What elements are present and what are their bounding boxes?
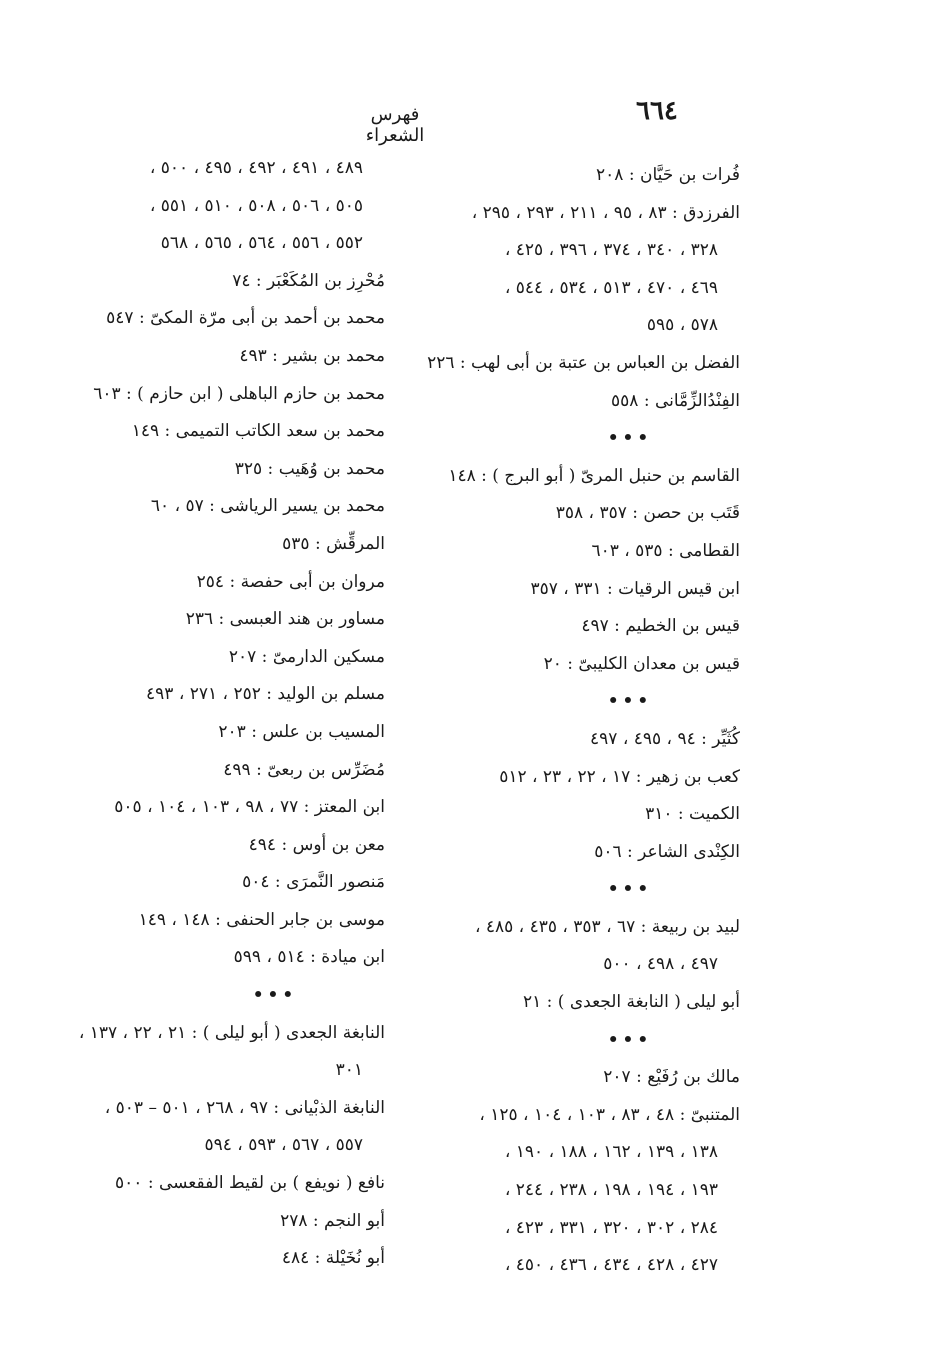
- index-entry: مُضَرِّس بن ربعىّ : ٤٩٩: [223, 759, 385, 780]
- index-entry: قيس بن الخطيم : ٤٩٧: [581, 616, 740, 637]
- index-entry: مُحْرِز بن المُكَعْبَر : ٧٤: [232, 270, 385, 291]
- index-entry: معن بن أوس : ٤٩٤: [248, 834, 385, 855]
- index-entry: قَتَب بن حصن : ٣٥٧ ، ٣٥٨: [555, 503, 740, 524]
- index-entry: مساور بن هند العبسى : ٢٣٦: [185, 609, 385, 630]
- index-entry-continuation: ٤٦٩ ، ٤٧٠ ، ٥١٣ ، ٥٣٤ ، ٥٤٤ ،: [504, 277, 718, 298]
- index-entry: أبو نُخَيْلة : ٤٨٤: [281, 1248, 385, 1269]
- index-entry: مسكين الدارمىّ : ٢٠٧: [228, 646, 385, 667]
- index-entry: محمد بن حازم الباهلى ( ابن حازم ) : ٦٠٣: [93, 383, 385, 404]
- index-entry: المسيب بن علس : ٢٠٣: [218, 721, 385, 742]
- index-entry: المرقِّش : ٥٣٥: [282, 533, 385, 554]
- index-entry: النابغة الجعدى ( أبو ليلى ) : ٢١ ، ٢٢ ، ١٣٧ ،: [78, 1022, 385, 1043]
- index-entry-continuation: ٢٨٤ ، ٣٠٢ ، ٣٢٠ ، ٣٣١ ، ٤٢٣ ،: [504, 1217, 718, 1238]
- index-entry: القطامى : ٥٣٥ ، ٦٠٣: [591, 540, 740, 561]
- index-entry-continuation: ٣٢٨ ، ٣٤٠ ، ٣٧٤ ، ٣٩٦ ، ٤٢٥ ،: [504, 240, 718, 261]
- index-entry: ابن ميادة : ٥١٤ ، ٥٩٩: [233, 947, 385, 968]
- right-column: [427, 157, 740, 1285]
- index-entry: لبيد بن ربيعة : ٦٧ ، ٣٥٣ ، ٤٣٥ ، ٤٨٥ ،: [474, 916, 740, 937]
- index-entry: فُرات بن حَيَّان : ٢٠٨: [596, 165, 740, 185]
- index-entry: كُثَيِّر : ٩٤ ، ٤٩٥ ، ٤٩٧: [590, 728, 740, 749]
- index-entry: محمد بن يسير الرياشى : ٥٧ ، ٦٠: [150, 496, 385, 517]
- index-entry: الفضل بن العباس بن عتبة بن أبى لهب : ٢٢٦: [427, 352, 740, 373]
- index-entry: نافع ( نويفع ) بن لقيط الفقعسى : ٥٠٠: [115, 1173, 385, 1194]
- section-separator: •••: [252, 985, 298, 1006]
- index-entry: ابن قيس الرقيات : ٣٣١ ، ٣٥٧: [530, 578, 740, 599]
- index-entry: محمد بن وُهَيب : ٣٢٥: [234, 458, 385, 479]
- index-entry: كعب بن زهير : ١٧ ، ٢٢ ، ٢٣ ، ٥١٢: [499, 766, 740, 787]
- index-entry-continuation: ٤٩٧ ، ٤٩٨ ، ٥٠٠: [603, 954, 718, 975]
- index-entry: الكميت : ٣١٠: [645, 804, 740, 825]
- index-entry-continuation: ٤٨٩ ، ٤٩١ ، ٤٩٢ ، ٤٩٥ ، ٥٠٠ ،: [149, 158, 363, 178]
- index-entry: ابن المعتز : ٧٧ ، ٩٨ ، ١٠٣ ، ١٠٤ ، ٥٠٥: [114, 797, 385, 818]
- index-entry-continuation: ٤٢٧ ، ٤٢٨ ، ٤٣٤ ، ٤٣٦ ، ٤٥٠ ،: [504, 1255, 718, 1276]
- index-entry: محمد بن سعد الكاتب التميمى : ١٤٩: [131, 421, 385, 442]
- index-entry-continuation: ٥٥٧ ، ٥٦٧ ، ٥٩٣ ، ٥٩٤: [204, 1135, 363, 1156]
- section-separator: •••: [607, 879, 653, 900]
- index-entry-continuation: ٥٥٢ ، ٥٥٦ ، ٥٦٤ ، ٥٦٥ ، ٥٦٨: [160, 233, 363, 254]
- index-entry: موسى بن جابر الحنفى : ١٤٨ ، ١٤٩: [138, 909, 385, 930]
- index-entry-continuation: ٥٠٥ ، ٥٠٦ ، ٥٠٨ ، ٥١٠ ، ٥٥١ ،: [149, 195, 363, 216]
- index-entry-continuation: ١٣٨ ، ١٣٩ ، ١٦٢ ، ١٨٨ ، ١٩٠ ،: [504, 1142, 718, 1163]
- index-entry: القاسم بن حنبل المرىّ ( أبو البرج ) : ١٤٨: [448, 465, 740, 486]
- page-number: ٦٦٤: [636, 96, 678, 126]
- index-entry: محمد بن أحمد بن أبى مرّة المكىّ : ٥٤٧: [106, 308, 385, 329]
- page-title: فهرس الشعراء: [365, 104, 425, 146]
- section-separator: •••: [607, 428, 653, 449]
- index-entry: أبو النجم : ٢٧٨: [280, 1210, 385, 1231]
- index-entry: النابغة الذبْيانى : ٩٧ ، ٢٦٨ ، ٥٠١ – ٥٠٣ ،: [104, 1097, 385, 1118]
- index-entry: المتنبىّ : ٤٨ ، ٨٣ ، ١٠٣ ، ١٠٤ ، ١٢٥ ،: [479, 1104, 740, 1125]
- index-entry: قيس بن معدان الكليبىّ : ٢٠: [543, 653, 740, 674]
- index-entry-continuation: ١٩٣ ، ١٩٤ ، ١٩٨ ، ٢٣٨ ، ٢٤٤ ،: [504, 1180, 718, 1201]
- left-column: [78, 150, 385, 1278]
- section-separator: •••: [607, 691, 653, 712]
- index-entry: الفِنْدُالزِّمَّانى : ٥٥٨: [611, 390, 740, 411]
- index-entry: مَنصور النَّمرَى : ٥٠٤: [242, 872, 385, 893]
- index-entry: أبو ليلى ( النابغة الجعدى ) : ٢١: [523, 992, 740, 1013]
- index-entry-continuation: ٥٧٨ ، ٥٩٥: [646, 315, 718, 336]
- index-entry: محمد بن بشير : ٤٩٣: [239, 345, 385, 366]
- index-entry: مالك بن رُفَيْع : ٢٠٧: [603, 1067, 740, 1088]
- index-entry: الكِنْدى الشاعر : ٥٠٦: [594, 841, 740, 862]
- index-entry: الفرزدق : ٨٣ ، ٩٥ ، ٢١١ ، ٢٩٣ ، ٢٩٥ ،: [471, 202, 740, 223]
- section-separator: •••: [607, 1029, 653, 1050]
- index-entry: مروان بن أبى حفصة : ٢٥٤: [196, 571, 385, 592]
- index-entry: مسلم بن الوليد : ٢٥٢ ، ٢٧١ ، ٤٩٣: [146, 684, 385, 705]
- index-entry-continuation: ٣٠١: [335, 1060, 363, 1081]
